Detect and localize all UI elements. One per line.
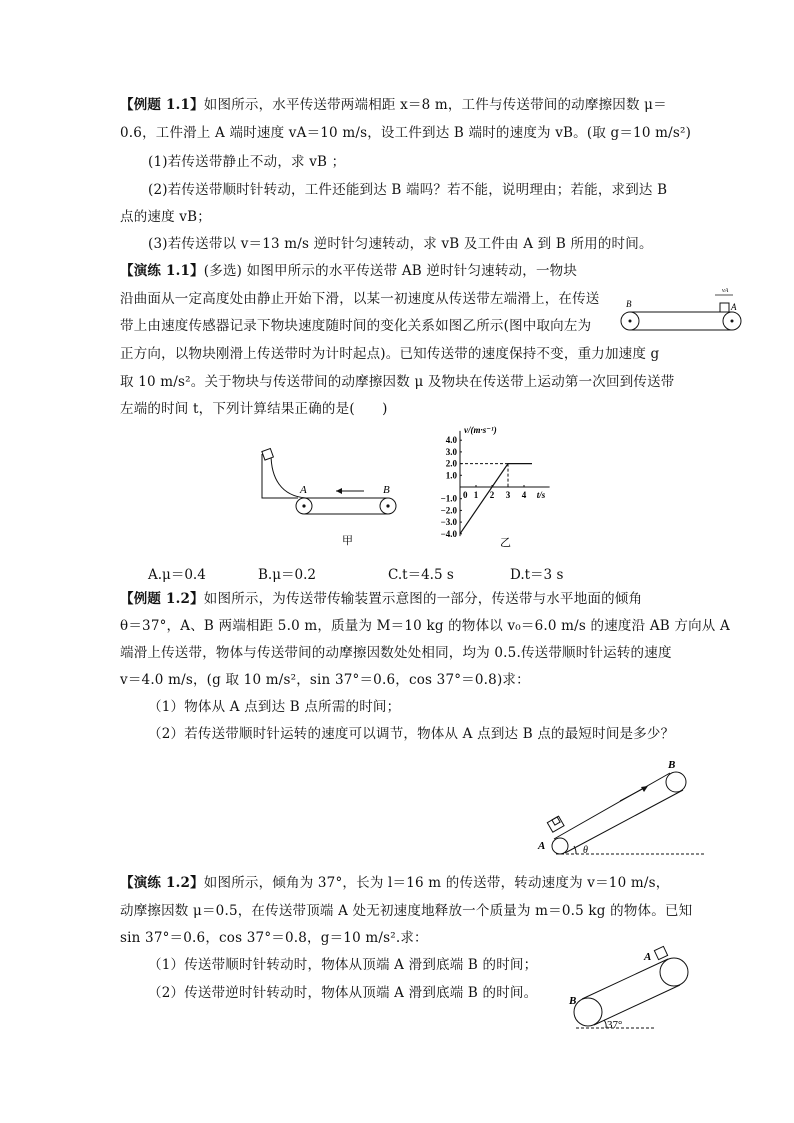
graph-origin-label: 0 <box>463 490 468 500</box>
option-a[interactable]: A.μ＝0.4 <box>148 567 206 583</box>
label-vA: vA <box>722 288 729 294</box>
ex12-line1: 【例题 1.2】如图所示，为传送带传输装置示意图的一部分，传送带与水平地面的倾角 <box>120 591 643 607</box>
option-b[interactable]: B.μ＝0.2 <box>258 567 316 583</box>
pr11-line3: 带上由速度传感器记录下物块速度随时间的变化关系如图乙所示(图中取向左为 <box>120 318 592 334</box>
incline1-theta: θ <box>583 845 588 856</box>
ex12-tag: 【例题 1.2】 <box>120 591 204 607</box>
incline2-angle: 37° <box>607 1019 623 1031</box>
graph-ytick-label: −3.0 <box>440 517 457 528</box>
fig-jia <box>256 448 406 548</box>
incline2-label-B: B <box>569 995 577 1007</box>
ex11-q2b: 点的速度 vB； <box>120 209 211 225</box>
ex11-line1: 【例题 1.1】如图所示，水平传送带两端相距 x＝8 m，工件与传送带间的动摩擦因数 μ＝ <box>120 97 667 113</box>
option-d[interactable]: D.t＝3 s <box>510 567 564 583</box>
graph-ytick-label: 1.0 <box>445 470 457 481</box>
fig-jia-caption: 甲 <box>342 535 353 547</box>
incline-diagram-1 <box>536 756 706 866</box>
label-A: A <box>731 302 737 312</box>
ex11-q1: (1)若传送带静止不动，求 vB ； <box>148 154 346 170</box>
jia-label-A: A <box>300 484 307 496</box>
ex12-line2: θ＝37°，A、B 两端相距 5.0 m，质量为 M＝10 kg 的物体以 v₀＝6.0 m/s 的速度沿 AB 方向从 A <box>120 618 730 634</box>
graph-ytick-label: 4.0 <box>445 435 457 446</box>
incline1-label-A: A <box>538 840 546 852</box>
graph-ytick-label: 3.0 <box>445 446 457 457</box>
graph-ytick-label: −2.0 <box>440 505 457 516</box>
pr11-line2: 沿曲面从一定高度处由静止开始下滑，以某一初速度从传送带左端滑上，在传送 <box>120 291 600 307</box>
jia-label-B: B <box>383 484 390 496</box>
pr12-line2: 动摩擦因数 μ＝0.5，在传送带顶端 A 处无初速度地释放一个质量为 m＝0.5 kg 的物体。已知 <box>120 903 693 919</box>
ex11-q2a: (2)若传送带顺时针转动，工件还能到达 B 端吗？若不能，说明理由；若能，求到达 B <box>148 182 668 198</box>
pr12-line3: sin 37°＝0.6，cos 37°＝0.8，g＝10 m/s².求： <box>120 930 428 946</box>
pr11-line4: 正方向，以物块刚滑上传送带时为计时起点)。已知传送带的速度保持不变，重力加速度 g <box>120 346 660 362</box>
ex12-line3: 端滑上传送带，物体与传送带间的动摩擦因数处处相同，均为 0.5.传送带顺时针运转的速度 <box>120 645 672 661</box>
pr11-line1: 【演练 1.1】(多选) 如图甲所示的水平传送带 AB 逆时针匀速转动，一物块 <box>120 263 578 279</box>
pr12-tag: 【演练 1.2】 <box>120 875 204 891</box>
graph-ytick-label: −4.0 <box>440 528 457 539</box>
graph-ytick-label: 2.0 <box>445 458 457 469</box>
ex12-line4: v＝4.0 m/s，(g 取 10 m/s²，sin 37°＝0.6，cos 37°＝0.8)求： <box>120 672 530 688</box>
graph-x-label: t/s <box>536 490 546 500</box>
option-c[interactable]: C.t＝4.5 s <box>388 567 454 583</box>
label-B: B <box>626 299 632 309</box>
ex11-line2: 0.6，工件滑上 A 端时速度 vA＝10 m/s，设工件到达 B 端时的速度为 vB。(取 g＝10 m/s²) <box>120 125 692 141</box>
ex11-tag: 【例题 1.1】 <box>120 97 204 113</box>
graph-xtick-label: 1 <box>473 490 479 500</box>
pr11-tag: 【演练 1.1】 <box>120 263 204 279</box>
graph-xtick-label: 3 <box>505 490 511 500</box>
incline2-label-A: A <box>644 951 652 963</box>
incline1-label-B: B <box>668 759 676 771</box>
pr11-line5: 取 10 m/s²。关于物块与传送带间的动摩擦因数 μ 及物块在传送带上运动第一次回到传送带 <box>120 374 675 390</box>
graph-xtick-label: 2 <box>489 490 495 500</box>
graph-xtick-label: 4 <box>521 490 527 500</box>
pr11-line6: 左端的时间 t，下列计算结果正确的是( ) <box>120 401 388 417</box>
incline-diagram-2 <box>560 940 700 1035</box>
graph-y-label: v/(m·s⁻¹) <box>464 425 497 436</box>
graph-ytick-label: −1.0 <box>440 493 457 504</box>
fig-yi-caption: 乙 <box>500 537 511 549</box>
pr12-q1: （1）传送带顺时针转动时，物体从顶端 A 滑到底端 B 的时间； <box>148 957 538 973</box>
pr12-q2: （2）传送带逆时针转动时，物体从顶端 A 滑到底端 B 的时间。 <box>148 985 538 1001</box>
ex11-q3: (3)若传送带以 v＝13 m/s 逆时针匀速转动，求 vB 及工件由 A 到 B 所用的时间。 <box>148 236 653 252</box>
ex12-q1: （1）物体从 A 点到达 B 点所需的时间； <box>148 699 401 715</box>
fig-yi-graph <box>418 424 558 550</box>
belt-diagram-horizontal <box>618 288 758 338</box>
ex12-q2: （2）若传送带顺时针运转的速度可以调节，物体从 A 点到达 B 点的最短时间是多少？ <box>148 726 675 742</box>
pr12-line1: 【演练 1.2】如图所示，倾角为 37°，长为 l＝16 m 的传送带，转动速度为 v＝10 m/s， <box>120 875 670 891</box>
